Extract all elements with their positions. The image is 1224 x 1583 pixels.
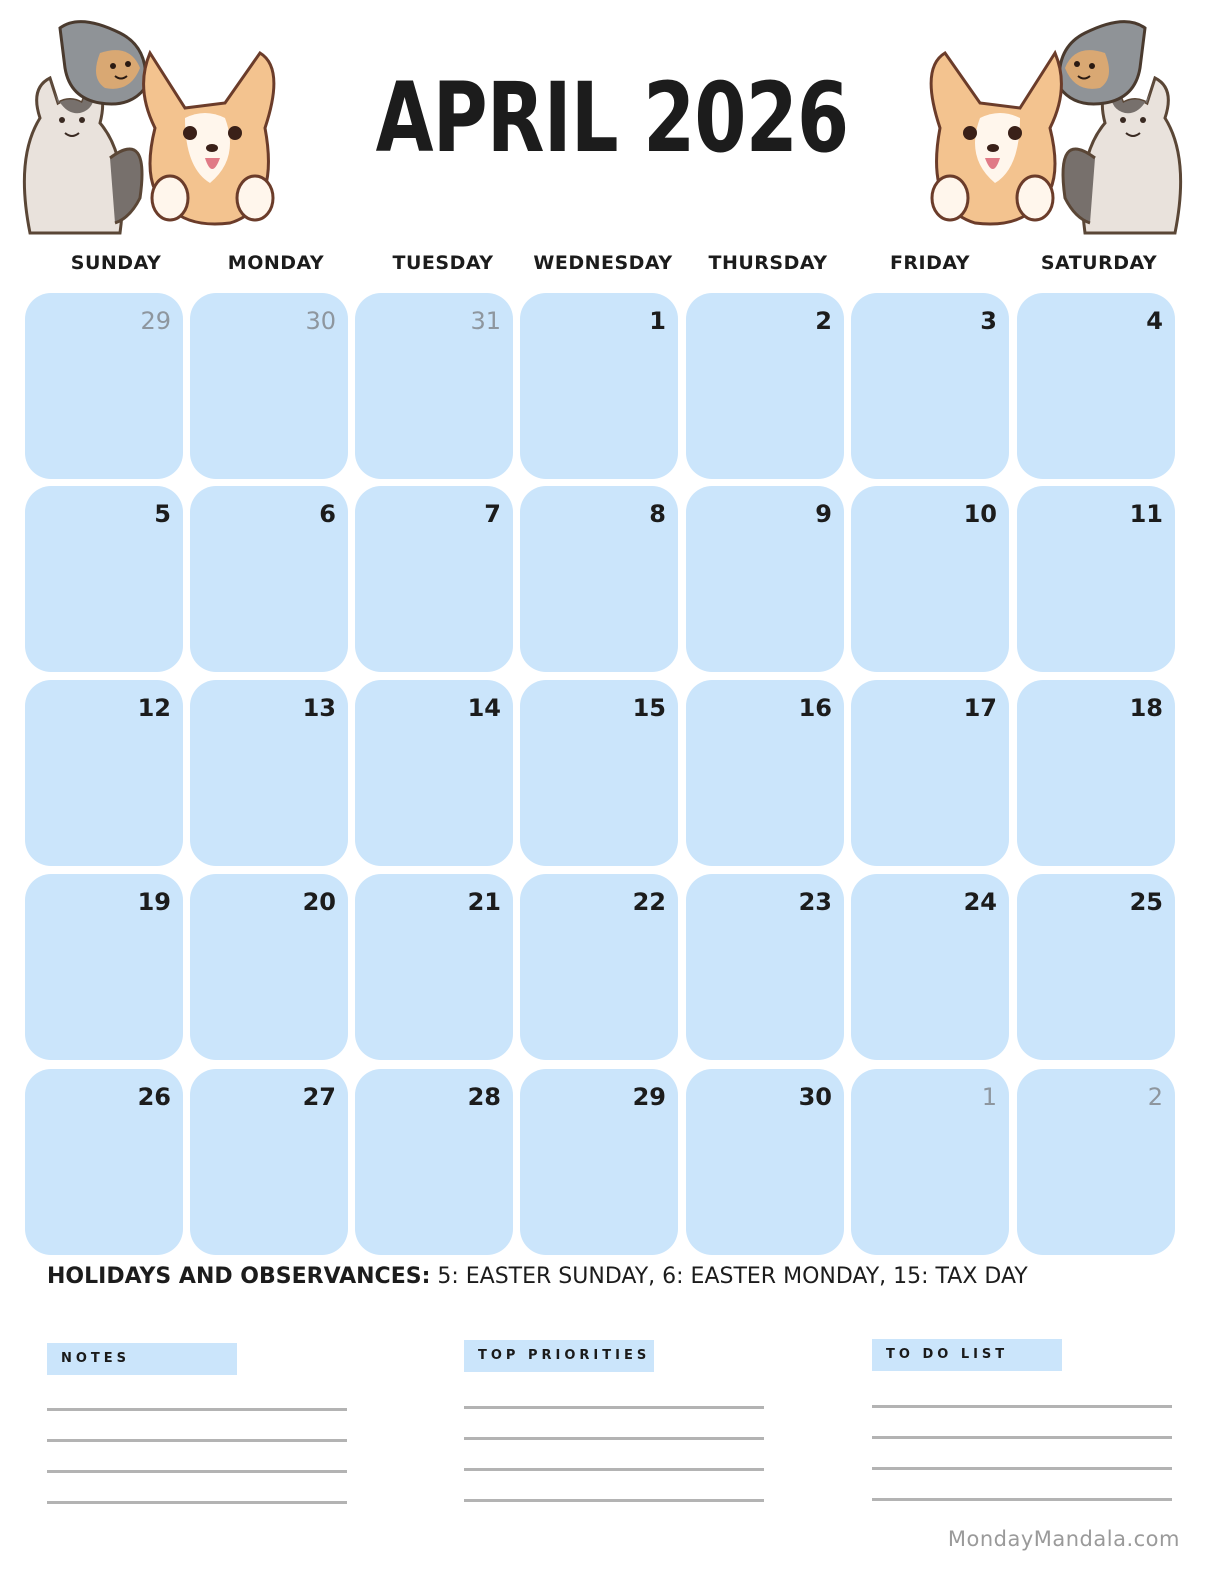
- calendar-day-cell: [355, 680, 513, 866]
- calendar-day-cell: [355, 486, 513, 672]
- day-number: 28: [467, 1083, 501, 1111]
- day-number: 26: [137, 1083, 171, 1111]
- weekday-thursday: THURSDAY: [708, 252, 828, 274]
- dogs-illustration-right: [895, 8, 1195, 238]
- calendar-day-cell: [520, 486, 678, 672]
- calendar-day-cell: [1017, 680, 1175, 866]
- calendar-day-cell: [190, 680, 348, 866]
- priorities-line: [464, 1406, 764, 1409]
- priorities-line: [464, 1437, 764, 1440]
- calendar-day-cell: [520, 874, 678, 1060]
- yorkie-dog-icon: [1059, 22, 1145, 104]
- calendar-day-cell: [686, 680, 844, 866]
- day-number: 13: [302, 694, 336, 722]
- day-number: 21: [467, 888, 501, 916]
- day-number: 23: [798, 888, 832, 916]
- yorkie-dog-icon: [60, 22, 146, 104]
- calendar-day-cell: [1017, 874, 1175, 1060]
- day-number: 8: [649, 500, 666, 528]
- day-number: 16: [798, 694, 832, 722]
- calendar-day-cell: [1017, 293, 1175, 479]
- calendar-day-cell: [851, 293, 1009, 479]
- calendar-day-cell: [355, 874, 513, 1060]
- top-priorities-heading: TOP PRIORITIES: [464, 1340, 654, 1372]
- calendar-day-cell: [686, 293, 844, 479]
- day-number: 20: [302, 888, 336, 916]
- day-number: 2: [815, 307, 832, 335]
- day-number: 31: [470, 307, 501, 335]
- todo-line: [872, 1498, 1172, 1501]
- calendar-day-cell: [686, 1069, 844, 1255]
- calendar-day-cell: [1017, 486, 1175, 672]
- calendar-day-cell: [190, 1069, 348, 1255]
- day-number: 30: [798, 1083, 832, 1111]
- weekday-saturday: SATURDAY: [1040, 252, 1158, 274]
- day-number: 3: [980, 307, 997, 335]
- day-number: 10: [963, 500, 997, 528]
- day-number: 5: [154, 500, 171, 528]
- calendar-day-cell: [190, 486, 348, 672]
- calendar-day-cell: [25, 486, 183, 672]
- todo-line: [872, 1467, 1172, 1470]
- calendar-day-cell: [355, 1069, 513, 1255]
- day-number: 29: [632, 1083, 666, 1111]
- day-number: 15: [632, 694, 666, 722]
- day-number: 25: [1129, 888, 1163, 916]
- calendar-day-cell: [1017, 1069, 1175, 1255]
- todo-list-heading: TO DO LIST: [872, 1339, 1062, 1371]
- day-number: 27: [302, 1083, 336, 1111]
- footer-watermark: MondayMandala.com: [947, 1527, 1180, 1551]
- notes-line: [47, 1439, 347, 1442]
- calendar-day-cell: [851, 1069, 1009, 1255]
- holidays-observances: [47, 1264, 1028, 1289]
- corgi-dog-icon: [144, 53, 274, 224]
- day-number: 19: [137, 888, 171, 916]
- weekday-sunday: SUNDAY: [70, 252, 162, 274]
- day-number: 18: [1129, 694, 1163, 722]
- calendar-day-cell: [851, 486, 1009, 672]
- weekday-monday: MONDAY: [227, 252, 325, 274]
- day-number: 9: [815, 500, 832, 528]
- day-number: 17: [963, 694, 997, 722]
- corgi-dog-icon: [931, 53, 1061, 224]
- notes-line: [47, 1501, 347, 1504]
- holidays-label: HOLIDAYS AND OBSERVANCES:: [47, 1264, 431, 1289]
- day-number: 22: [632, 888, 666, 916]
- calendar-day-cell: [25, 680, 183, 866]
- day-number: 6: [319, 500, 336, 528]
- dogs-illustration-left: [10, 8, 310, 238]
- notes-line: [47, 1408, 347, 1411]
- calendar-day-cell: [190, 293, 348, 479]
- calendar-day-cell: [25, 1069, 183, 1255]
- calendar-day-cell: [851, 874, 1009, 1060]
- calendar-day-cell: [851, 680, 1009, 866]
- day-number: 1: [981, 1083, 997, 1111]
- day-number: 2: [1147, 1083, 1163, 1111]
- calendar-day-cell: [25, 293, 183, 479]
- priorities-line: [464, 1499, 764, 1502]
- calendar-day-cell: [686, 486, 844, 672]
- notes-line: [47, 1470, 347, 1473]
- notes-heading: NOTES: [47, 1343, 237, 1375]
- day-number: 12: [137, 694, 171, 722]
- calendar-day-cell: [520, 293, 678, 479]
- priorities-line: [464, 1468, 764, 1471]
- day-number: 7: [484, 500, 501, 528]
- todo-line: [872, 1436, 1172, 1439]
- calendar-day-cell: [25, 874, 183, 1060]
- day-number: 29: [140, 307, 171, 335]
- day-number: 1: [649, 307, 666, 335]
- calendar-day-cell: [520, 1069, 678, 1255]
- day-number: 24: [963, 888, 997, 916]
- day-number: 14: [467, 694, 501, 722]
- calendar-day-cell: [355, 293, 513, 479]
- calendar-day-cell: [520, 680, 678, 866]
- calendar-day-cell: [190, 874, 348, 1060]
- day-number: 4: [1146, 307, 1163, 335]
- day-number: 11: [1129, 500, 1163, 528]
- weekday-friday: FRIDAY: [889, 252, 971, 274]
- weekday-wednesday: WEDNESDAY: [533, 252, 673, 274]
- todo-line: [872, 1405, 1172, 1408]
- weekday-tuesday: TUESDAY: [392, 252, 494, 274]
- calendar-day-cell: [686, 874, 844, 1060]
- day-number: 30: [305, 307, 336, 335]
- page-title: APRIL 2026: [375, 62, 849, 174]
- holidays-text: 5: EASTER SUNDAY, 6: EASTER MONDAY, 15: TAX DAY: [430, 1264, 1028, 1289]
